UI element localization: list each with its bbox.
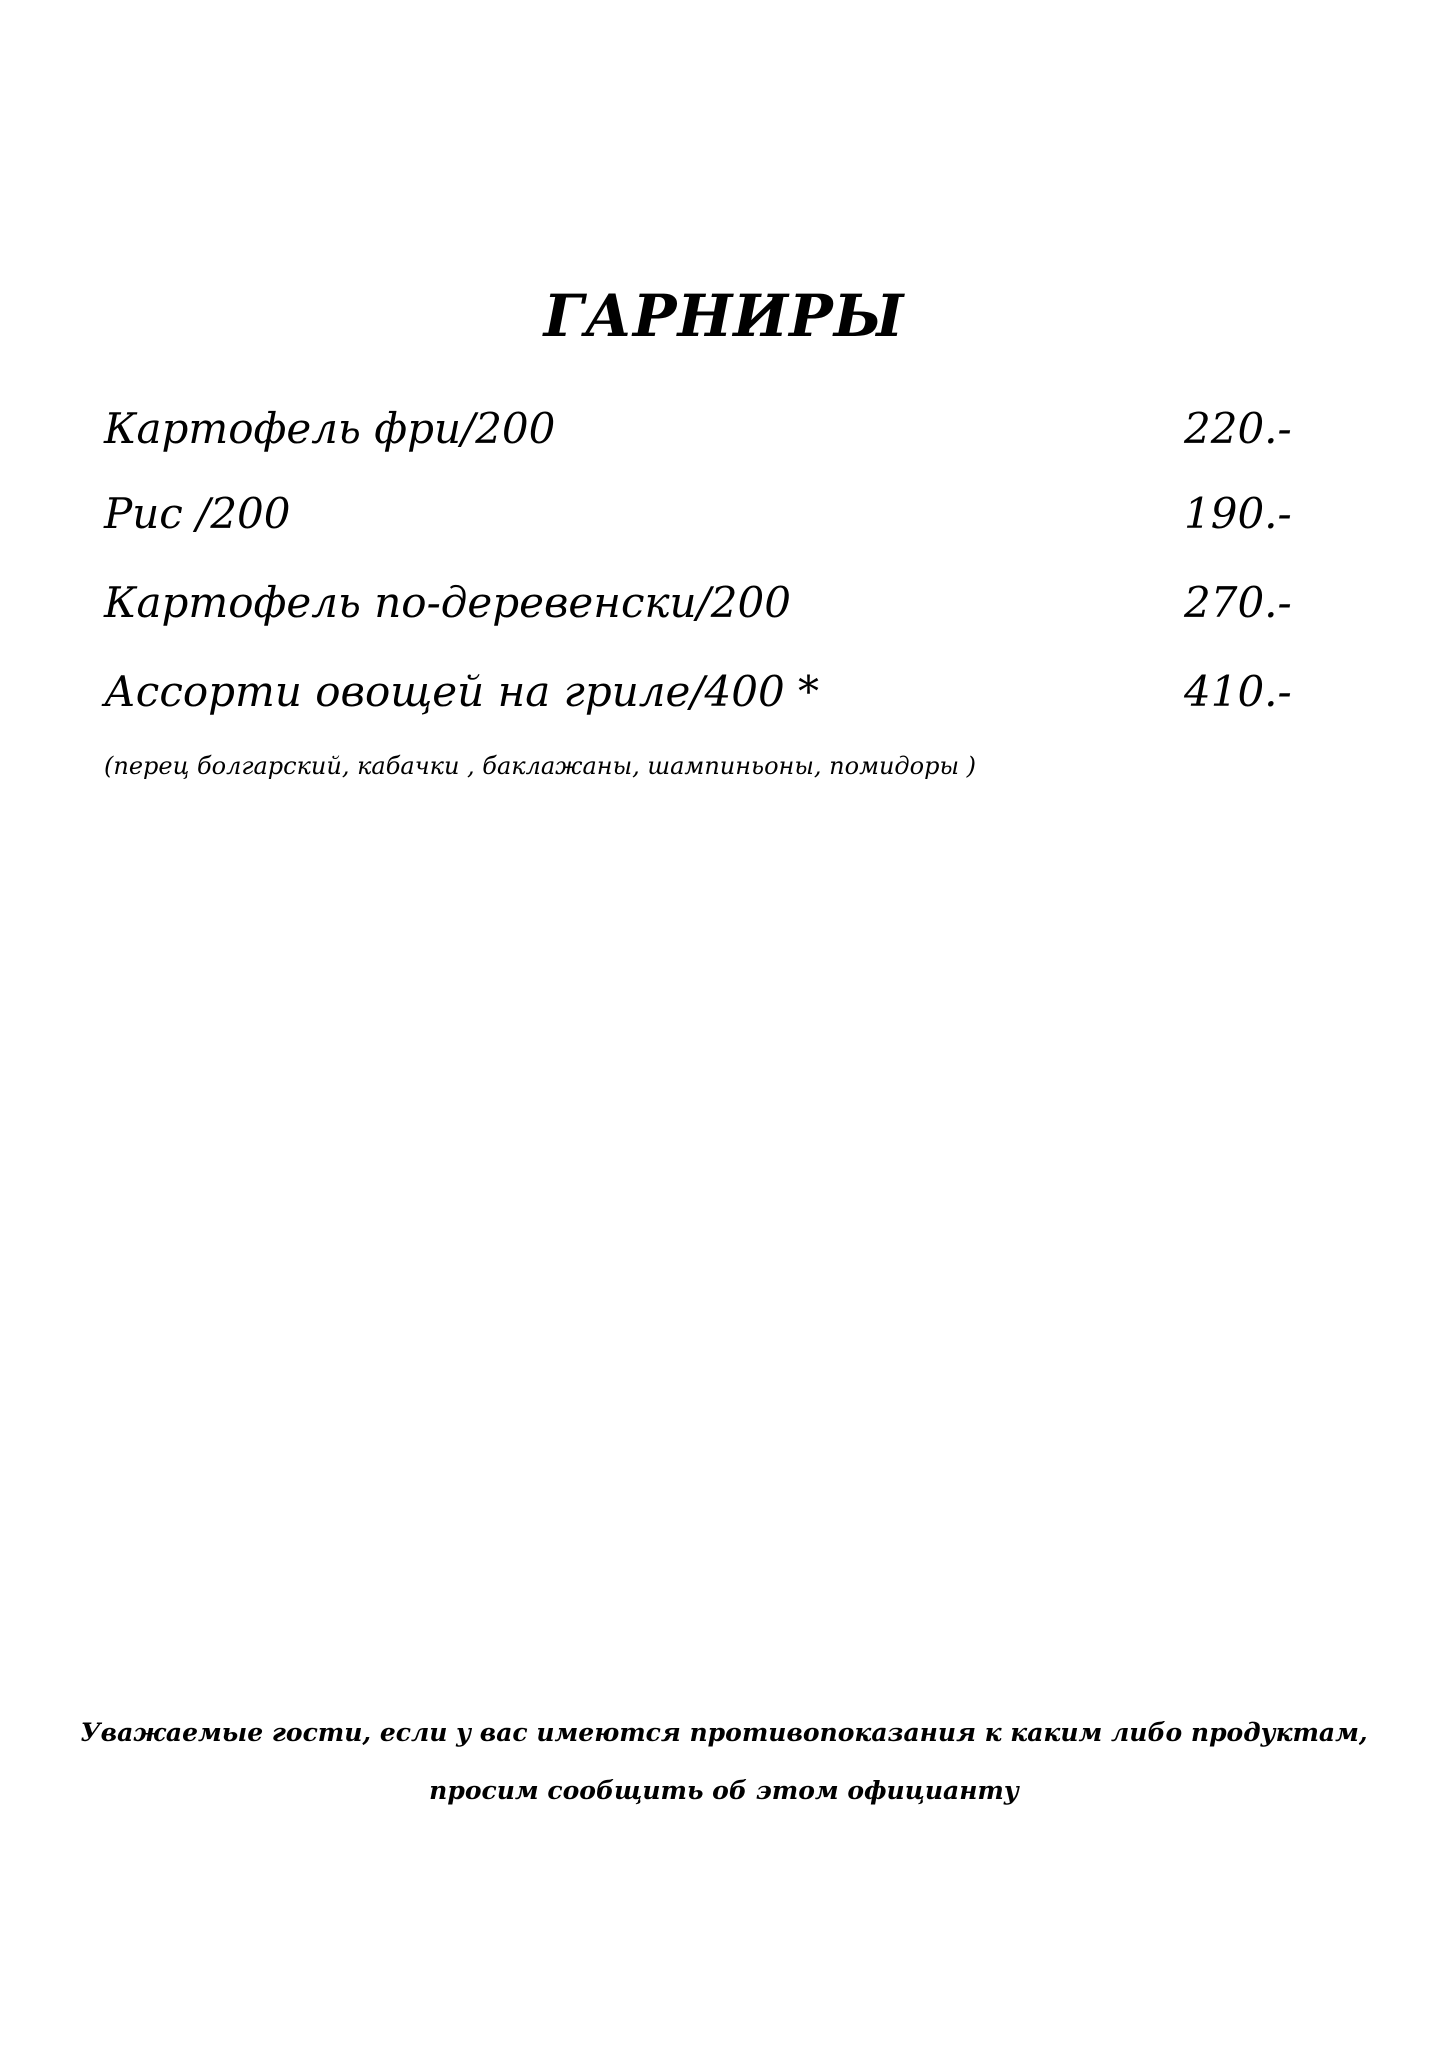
menu-item-name: Ассорти овощей на гриле/400 * (104, 667, 820, 716)
section-title: ГАРНИРЫ (543, 282, 905, 350)
menu-item (104, 578, 1292, 638)
menu-item-price: 410.- (1184, 667, 1292, 716)
allergy-notice-line-2: просим сообщить об этом официанту (429, 1776, 1019, 1805)
menu-item (104, 667, 1292, 727)
menu-item-price: 270.- (1184, 578, 1292, 627)
menu-item-name: Картофель по-деревенски/200 (104, 578, 791, 627)
menu-item-price: 190.- (1184, 489, 1292, 538)
menu-item (104, 489, 1292, 549)
menu-item-name: Картофель фри/200 (104, 404, 556, 453)
menu-item-name: Рис /200 (104, 489, 291, 538)
menu-item (104, 404, 1292, 464)
menu-item-price: 220.- (1184, 404, 1292, 453)
menu-item-note: (перец болгарский, кабачки , баклажаны, шампиньоны, помидоры ) (104, 752, 976, 780)
allergy-notice-line-1: Уважаемые гости, если у вас имеются противопоказания к каким либо продуктам, (80, 1718, 1368, 1747)
